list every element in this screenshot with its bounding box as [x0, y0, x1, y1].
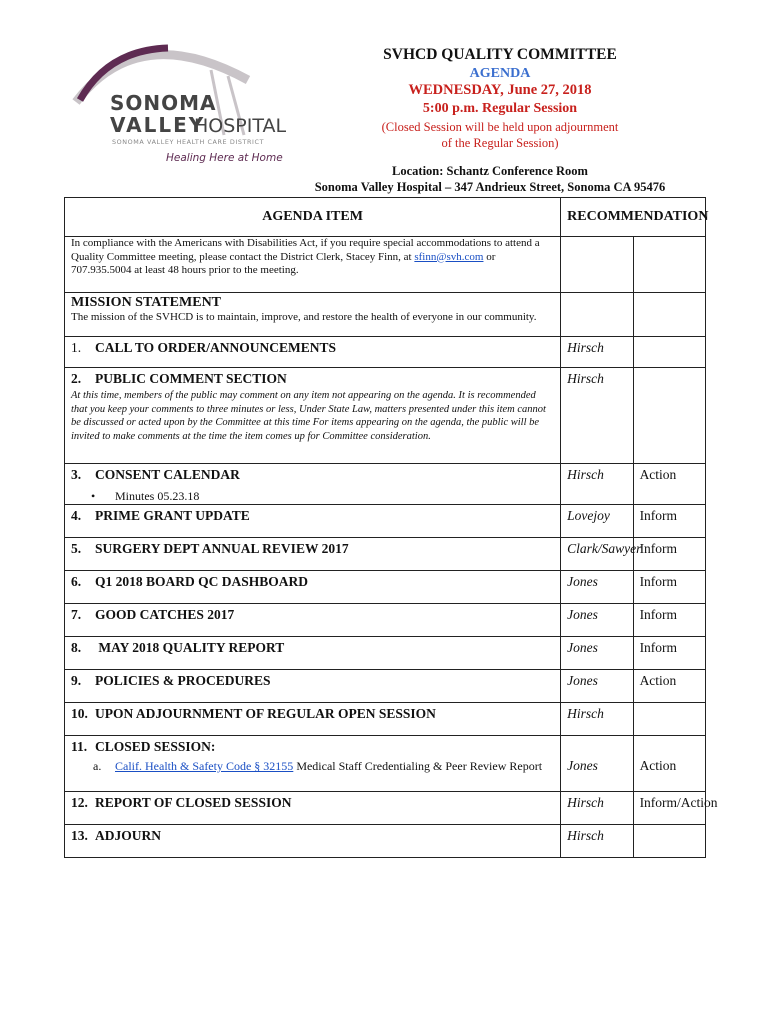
item-rec: Inform: [639, 607, 678, 622]
item-owner: Hirsch: [567, 706, 604, 721]
item-title: Q1 2018 BOARD QC DASHBOARD: [95, 574, 309, 589]
agenda-row-13: 13. ADJOURN Hirsch: [65, 825, 706, 858]
meeting-date: WEDNESDAY, June 27, 2018: [408, 82, 592, 98]
agenda-row-9: 9. POLICIES & PROCEDURES Jones Action: [65, 670, 706, 703]
closed-note-line1: (Closed Session will be held upon adjournment: [381, 120, 619, 134]
item-rec: Inform: [639, 574, 678, 589]
compliance-row: [65, 237, 706, 293]
item-owner: Jones: [567, 673, 598, 688]
item-rec: Action: [639, 467, 677, 482]
item-owner: Hirsch: [567, 828, 604, 843]
item-rec: Action: [639, 758, 677, 773]
item-owner: Hirsch: [567, 467, 604, 482]
table-header-row: [65, 198, 706, 237]
item-title: CONSENT CALENDAR: [95, 467, 240, 482]
agenda-row-4: 4. PRIME GRANT UPDATE Lovejoy Inform: [65, 505, 706, 538]
item-owner: Hirsch: [567, 340, 604, 355]
agenda-row-7: 7. GOOD CATCHES 2017 Jones Inform: [65, 604, 706, 637]
item-rec: Inform: [639, 508, 678, 523]
consent-bullet: • Minutes 05.23.18: [91, 489, 200, 503]
closed-session-subitem: a. Calif. Health & Safety Code § 32155 Medical Staff Credentialing & Peer Review Report: [93, 759, 543, 773]
item-rec: Inform/Action: [639, 795, 718, 810]
item-title: UPON ADJOURNMENT OF REGULAR OPEN SESSION: [95, 706, 436, 721]
location-address: Sonoma Valley Hospital – 347 Andrieux Street, Sonoma CA 95476: [314, 180, 666, 194]
logo-line2b: HOSPITAL: [194, 115, 287, 137]
logo-line2a: VALLEY: [110, 113, 206, 137]
agenda-label: AGENDA: [469, 66, 531, 81]
item-owner: Jones: [567, 758, 598, 773]
item-rec: Action: [639, 673, 677, 688]
item-title: CLOSED SESSION:: [95, 739, 216, 754]
item-rec: Inform: [639, 541, 678, 556]
item-owner: Jones: [567, 574, 598, 589]
public-comment-note: At this time, members of the public may comment on any item not appearing on the agenda. It is recommended that you keep your comments to three minutes or less, Under State Law, matters presented under this item cannot be discussed or acted upon by the Committee at this time For items appearing on the agenda, the public will be invited to make comments at the time the item comes up for Committee consideration.: [71, 390, 546, 442]
logo-district: SONOMA VALLEY HEALTH CARE DISTRICT: [112, 138, 265, 146]
location-room: Location: Schantz Conference Room: [392, 164, 588, 178]
health-safety-code-link[interactable]: Calif. Health & Safety Code § 32155: [115, 759, 294, 773]
item-title: ADJOURN: [95, 828, 161, 843]
item-rec: Inform: [639, 640, 678, 655]
item-title: REPORT OF CLOSED SESSION: [95, 795, 292, 810]
agenda-row-8: 8. MAY 2018 QUALITY REPORT Jones Inform: [65, 637, 706, 670]
logo-tagline: Healing Here at Home: [166, 152, 283, 164]
closed-note-line2: of the Regular Session): [441, 136, 559, 150]
item-owner: Lovejoy: [567, 508, 610, 523]
session-time: 5:00 p.m. Regular Session: [422, 101, 578, 116]
item-owner: Hirsch: [567, 371, 604, 386]
sonoma-valley-hospital-logo: [68, 40, 298, 170]
closed-session-note: [340, 119, 660, 151]
compliance-text: In compliance with the Americans with Disabilities Act, if you require special accommodations to attend a Quality Committee meeting, please contact the District Clerk, Stacey Finn, at sfinn@svh.com or 707.935.5004 at least 48 hours prior to the meeting.: [65, 237, 561, 293]
item-owner: Jones: [567, 640, 598, 655]
item-title: PRIME GRANT UPDATE: [95, 508, 250, 523]
item-title: CALL TO ORDER/ANNOUNCEMENTS: [95, 340, 337, 355]
mission-title: MISSION STATEMENT: [71, 295, 222, 310]
mission-text: The mission of the SVHCD is to maintain, improve, and restore the health of everyone in our community.: [71, 311, 537, 323]
mission-row: [65, 293, 706, 337]
item-title: PUBLIC COMMENT SECTION: [95, 371, 287, 386]
agenda-row-2: 2. PUBLIC COMMENT SECTION At this time, members of the public may comment on any item not appearing on the agenda. It is recommended that you keep your comments to three minutes or less, Under State Law, matters presented under this item cannot be discussed or acted upon by the Committee at this time For items appearing on the agenda, the public will be invited to make comments at the time the item comes up for Committee consideration. Hirsch: [65, 368, 706, 464]
agenda-row-12: 12. REPORT OF CLOSED SESSION Hirsch Inform/Action: [65, 792, 706, 825]
agenda-row-6: 6. Q1 2018 BOARD QC DASHBOARD Jones Inform: [65, 571, 706, 604]
item-owner: Clark/Sawyer: [567, 541, 642, 556]
item-owner: Hirsch: [567, 795, 604, 810]
col-recommendation: RECOMMENDATION: [561, 198, 706, 237]
item-title: MAY 2018 QUALITY REPORT: [95, 640, 285, 655]
location-block: [250, 163, 730, 195]
agenda-row-10: 10. UPON ADJOURNMENT OF REGULAR OPEN SESSION Hirsch: [65, 703, 706, 736]
committee-title: SVHCD QUALITY COMMITTEE: [383, 46, 617, 63]
email-link[interactable]: sfinn@svh.com: [414, 250, 484, 263]
agenda-row-1: 1. CALL TO ORDER/ANNOUNCEMENTS Hirsch: [65, 337, 706, 368]
logo-line1: SONOMA: [110, 91, 217, 115]
col-agenda-item: AGENDA ITEM: [65, 198, 561, 237]
agenda-row-3: 3. CONSENT CALENDAR • Minutes 05.23.18 Hirsch Action: [65, 464, 706, 505]
agenda-table: [64, 197, 718, 858]
item-title: GOOD CATCHES 2017: [95, 607, 235, 622]
item-owner: Jones: [567, 607, 598, 622]
agenda-row-5: 5. SURGERY DEPT ANNUAL REVIEW 2017 Clark/Sawyer Inform: [65, 538, 706, 571]
item-title: SURGERY DEPT ANNUAL REVIEW 2017: [95, 541, 349, 556]
item-title: POLICIES & PROCEDURES: [95, 673, 271, 688]
agenda-row-11: 11. CLOSED SESSION: a. Calif. Health & Safety Code § 32155 Medical Staff Credentialing & Peer Review Report Jones Action: [65, 736, 706, 792]
